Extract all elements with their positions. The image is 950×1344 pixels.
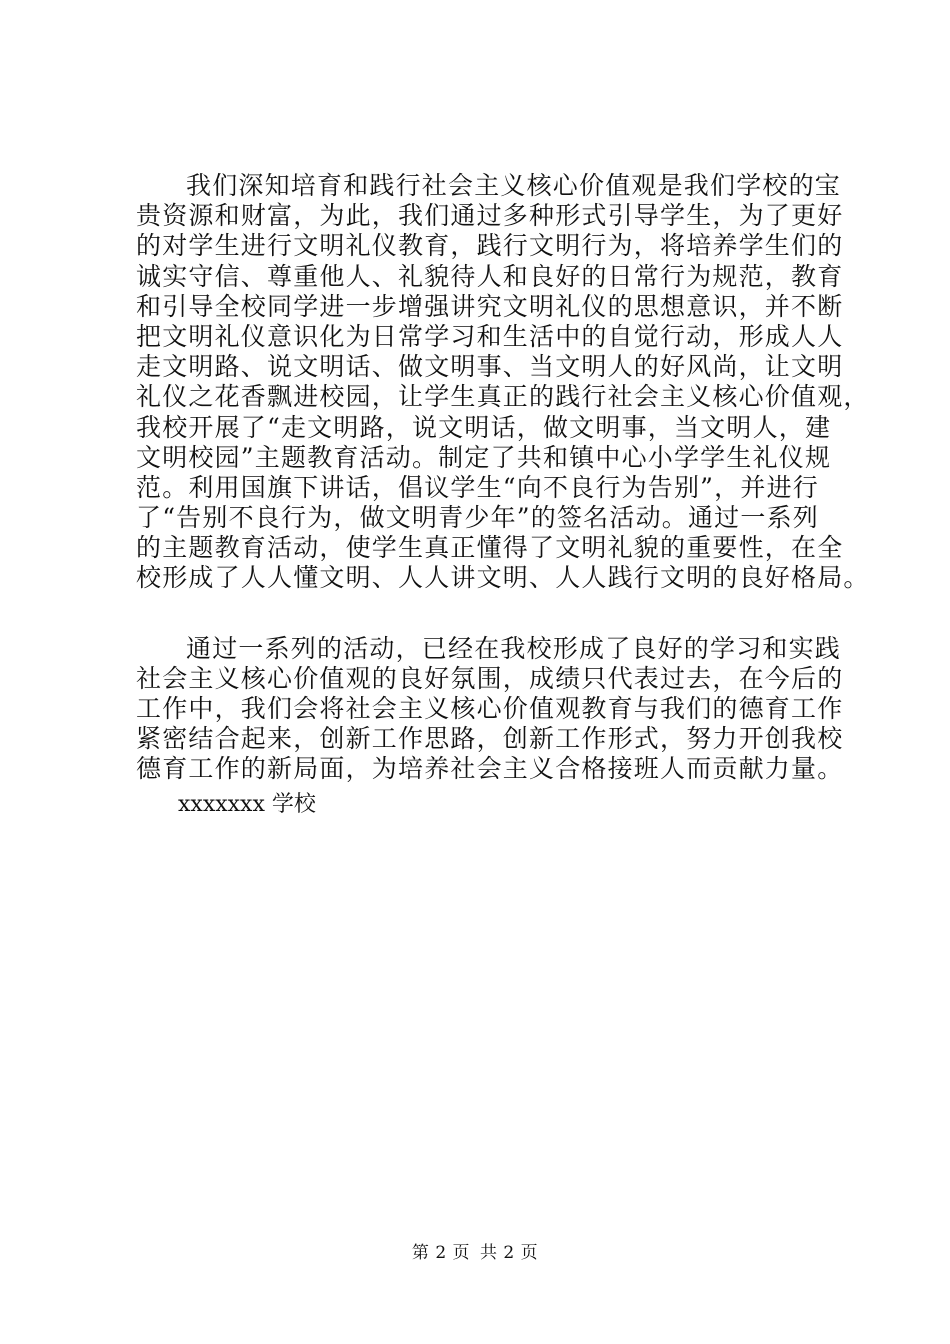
- text-line: 和引导全校同学进一步增强讲究文明礼仪的思想意识，并不断: [136, 291, 844, 321]
- text-line: 紧密结合起来，创新工作思路，创新工作形式，努力开创我校: [136, 724, 844, 754]
- text-line: 诚实守信、尊重他人、礼貌待人和良好的日常行为规范，教育: [136, 261, 844, 291]
- text-line: 把文明礼仪意识化为日常学习和生活中的自觉行动，形成人人: [136, 321, 844, 351]
- text-line: 贵资源和财富，为此，我们通过多种形式引导学生，为了更好: [136, 201, 844, 231]
- text-line: 的对学生进行文明礼仪教育，践行文明行为，将培养学生们的: [136, 231, 844, 261]
- text-line: 我们深知培育和践行社会主义核心价值观是我们学校的宝: [186, 171, 842, 200]
- text-line: 礼仪之花香飘进校园，让学生真正的践行社会主义核心价值观，: [136, 382, 870, 412]
- text-line: 通过一系列的活动，已经在我校形成了良好的学习和实践: [186, 633, 842, 663]
- text-line: 了“告别不良行为，做文明青少年”的签名活动。通过一系列: [136, 503, 819, 533]
- paragraph-spacer: [136, 594, 876, 634]
- text-line: 范。利用国旗下讲话，倡议学生“向不良行为告别”，并进行: [136, 472, 819, 502]
- text-line: 德育工作的新局面，为培养社会主义合格接班人而贡献力量。: [136, 754, 844, 784]
- text-line: 走文明路、说文明话、做文明事、当文明人的好风尚，让文明: [136, 352, 844, 382]
- page-number: 第 2 页: [411, 1243, 471, 1263]
- text-line: 校形成了人人懂文明、人人讲文明、人人践行文明的良好格局。: [136, 563, 870, 593]
- paragraph-civility-education: [136, 171, 876, 594]
- page-footer: [0, 1242, 950, 1264]
- document-body: [136, 171, 876, 785]
- text-line: 的主题教育活动，使学生真正懂得了文明礼貌的重要性，在全: [136, 533, 844, 563]
- signature-school: xxxxxxx 学校: [178, 792, 316, 817]
- paragraph-conclusion: [136, 634, 876, 785]
- text-line: 文明校园”主题教育活动。制定了共和镇中心小学学生礼仪规: [136, 442, 832, 472]
- text-line: 我校开展了“走文明路，说文明话，做文明事，当文明人，建: [136, 412, 832, 442]
- page-total: 共 2 页: [479, 1243, 539, 1263]
- text-line: 工作中，我们会将社会主义核心价值观教育与我们的德育工作: [136, 694, 844, 723]
- text-line: 社会主义核心价值观的良好氛围，成绩只代表过去，在今后的: [136, 663, 844, 693]
